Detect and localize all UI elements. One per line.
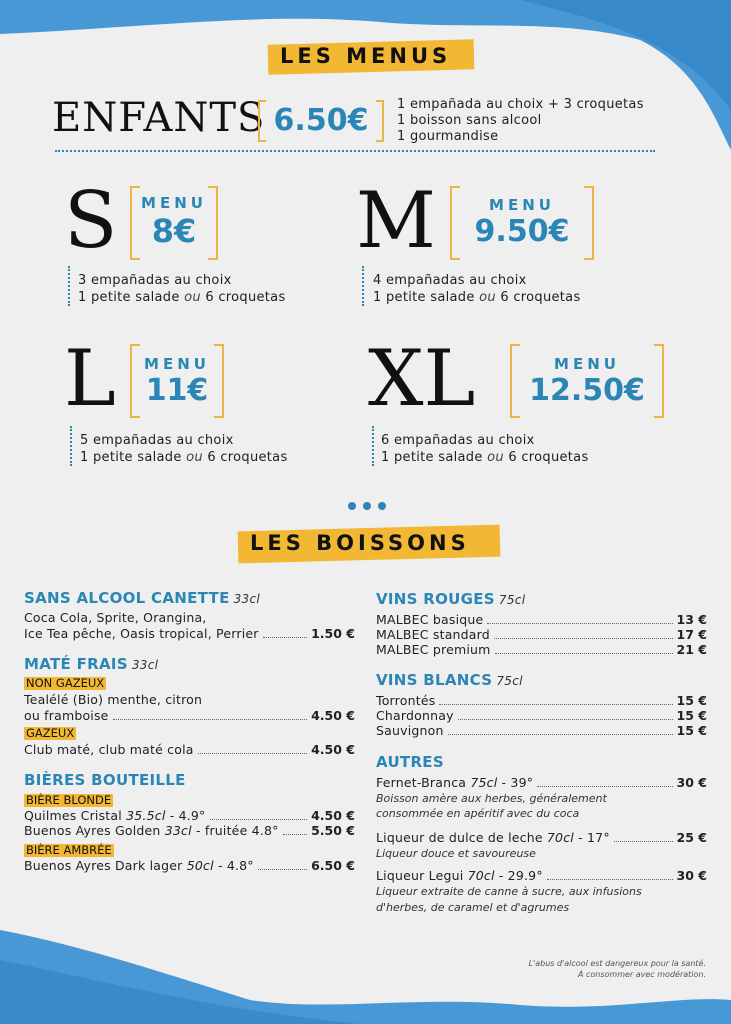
autre-fernet-note-2: consommée en apéritif avec du coca <box>376 807 580 820</box>
vin-rouge-row-1: MALBEC basique 13 € <box>376 612 707 627</box>
menu-l-price: 11€ <box>145 373 209 408</box>
autre-legui-row: Liqueur Legui 70cl - 29.9° 30 € <box>376 868 707 883</box>
enfants-price: 6.50€ <box>273 103 369 138</box>
autre-dulce-row: Liqueur de dulce de leche 70cl - 17° 25 € <box>376 830 707 845</box>
autres-title: AUTRES <box>376 753 444 771</box>
biere-dark-row: Buenos Ayres Dark lager 50cl - 4.8° 6.50 € <box>24 858 355 873</box>
sans-alcool-title: SANS ALCOOL CANETTE 33cl <box>24 589 261 607</box>
menu-s-word: MENU <box>141 194 207 212</box>
menu-l-line-1: 5 empañadas au choix <box>80 433 234 448</box>
alcohol-warning <box>529 958 706 980</box>
mate-price-row-2: Club maté, club maté cola 4.50 € <box>24 742 355 757</box>
menu-xl-line-1: 6 empañadas au choix <box>381 433 535 448</box>
menu-m-vline <box>362 266 364 306</box>
menu-xl-price: 12.50€ <box>529 373 645 408</box>
menu-s-letter: S <box>64 176 118 266</box>
vin-rouge-row-2: MALBEC standard 17 € <box>376 627 707 642</box>
enfants-line-3: 1 gourmandise <box>397 129 499 144</box>
menu-xl-line-2: 1 petite salade ou 6 croquetas <box>381 450 589 465</box>
menu-l-word: MENU <box>144 355 210 373</box>
menu-l-vline <box>70 426 72 466</box>
mate-price-row-1: ou framboise 4.50 € <box>24 708 355 723</box>
autre-legui-note-1: Liqueur extraite de canne à sucre, aux infusions <box>376 885 642 898</box>
menu-m-word: MENU <box>489 196 555 214</box>
enfants-title: ENFANTS <box>52 95 266 141</box>
menu-m-line-2: 1 petite salade ou 6 croquetas <box>373 290 581 305</box>
menu-m-line-1: 4 empañadas au choix <box>373 273 527 288</box>
vin-blanc-row-3: Sauvignon 15 € <box>376 723 707 738</box>
menu-m-price: 9.50€ <box>474 214 570 249</box>
vins-rouges-title: VINS ROUGES 75cl <box>376 590 526 608</box>
mate-tag-non-gazeux: NON GAZEUX <box>26 676 105 690</box>
vins-blancs-title: VINS BLANCS 75cl <box>376 671 523 689</box>
autre-fernet-note-1: Boisson amère aux herbes, généralement <box>376 792 607 805</box>
menu-s-line-2: 1 petite salade ou 6 croquetas <box>78 290 286 305</box>
autre-dulce-note-1: Liqueur douce et savoureuse <box>376 847 536 860</box>
biere-blonde-tag: BIÈRE BLONDE <box>26 793 112 807</box>
vin-blanc-row-2: Chardonnay 15 € <box>376 708 707 723</box>
menu-xl-letter: XL <box>368 334 476 424</box>
biere-golden-row: Buenos Ayres Golden 33cl - fruitée 4.8° 5.50 € <box>24 823 355 838</box>
menu-m-letter: M <box>356 176 436 266</box>
sans-alcool-price-row: Ice Tea pêche, Oasis tropical, Perrier 1.50 € <box>24 626 355 641</box>
mate-line-1: Tealélé (Bio) menthe, citron <box>24 692 203 707</box>
mate-title: MATÉ FRAIS 33cl <box>24 655 159 673</box>
alcohol-warning-line-1: L'abus d'alcool est dangereux pour la santé. <box>528 959 706 968</box>
menu-xl-vline <box>372 426 374 466</box>
enfants-line-2: 1 boisson sans alcool <box>397 113 542 128</box>
menu-s-price: 8€ <box>151 212 197 250</box>
section-separator-dots <box>348 502 388 512</box>
menu-l-letter: L <box>64 334 116 424</box>
enfants-line-1: 1 empañada au choix + 3 croquetas <box>397 97 644 112</box>
sans-alcool-line-1: Coca Cola, Sprite, Orangina, <box>24 610 207 625</box>
menu-s-line-1: 3 empañadas au choix <box>78 273 232 288</box>
alcohol-warning-line-2: À consommer avec modération. <box>577 970 706 979</box>
biere-quilmes-row: Quilmes Cristal 35.5cl - 4.9° 4.50 € <box>24 808 355 823</box>
autre-fernet-row: Fernet-Branca 75cl - 39° 30 € <box>376 775 707 790</box>
menu-xl-word: MENU <box>554 355 620 373</box>
bieres-title: BIÈRES BOUTEILLE <box>24 771 186 789</box>
autre-legui-note-2: d'herbes, de caramel et d'agrumes <box>376 901 570 914</box>
boissons-title: LES BOISSONS <box>250 531 470 555</box>
biere-ambree-tag: BIÈRE AMBRÉE <box>26 843 112 857</box>
vin-rouge-row-3: MALBEC premium 21 € <box>376 642 707 657</box>
menu-l-line-2: 1 petite salade ou 6 croquetas <box>80 450 288 465</box>
menus-title: LES MENUS <box>280 44 452 68</box>
enfants-divider <box>55 150 655 152</box>
mate-tag-gazeux: GAZEUX <box>26 726 75 740</box>
menu-s-vline <box>68 266 70 306</box>
vin-blanc-row-1: Torrontés 15 € <box>376 693 707 708</box>
